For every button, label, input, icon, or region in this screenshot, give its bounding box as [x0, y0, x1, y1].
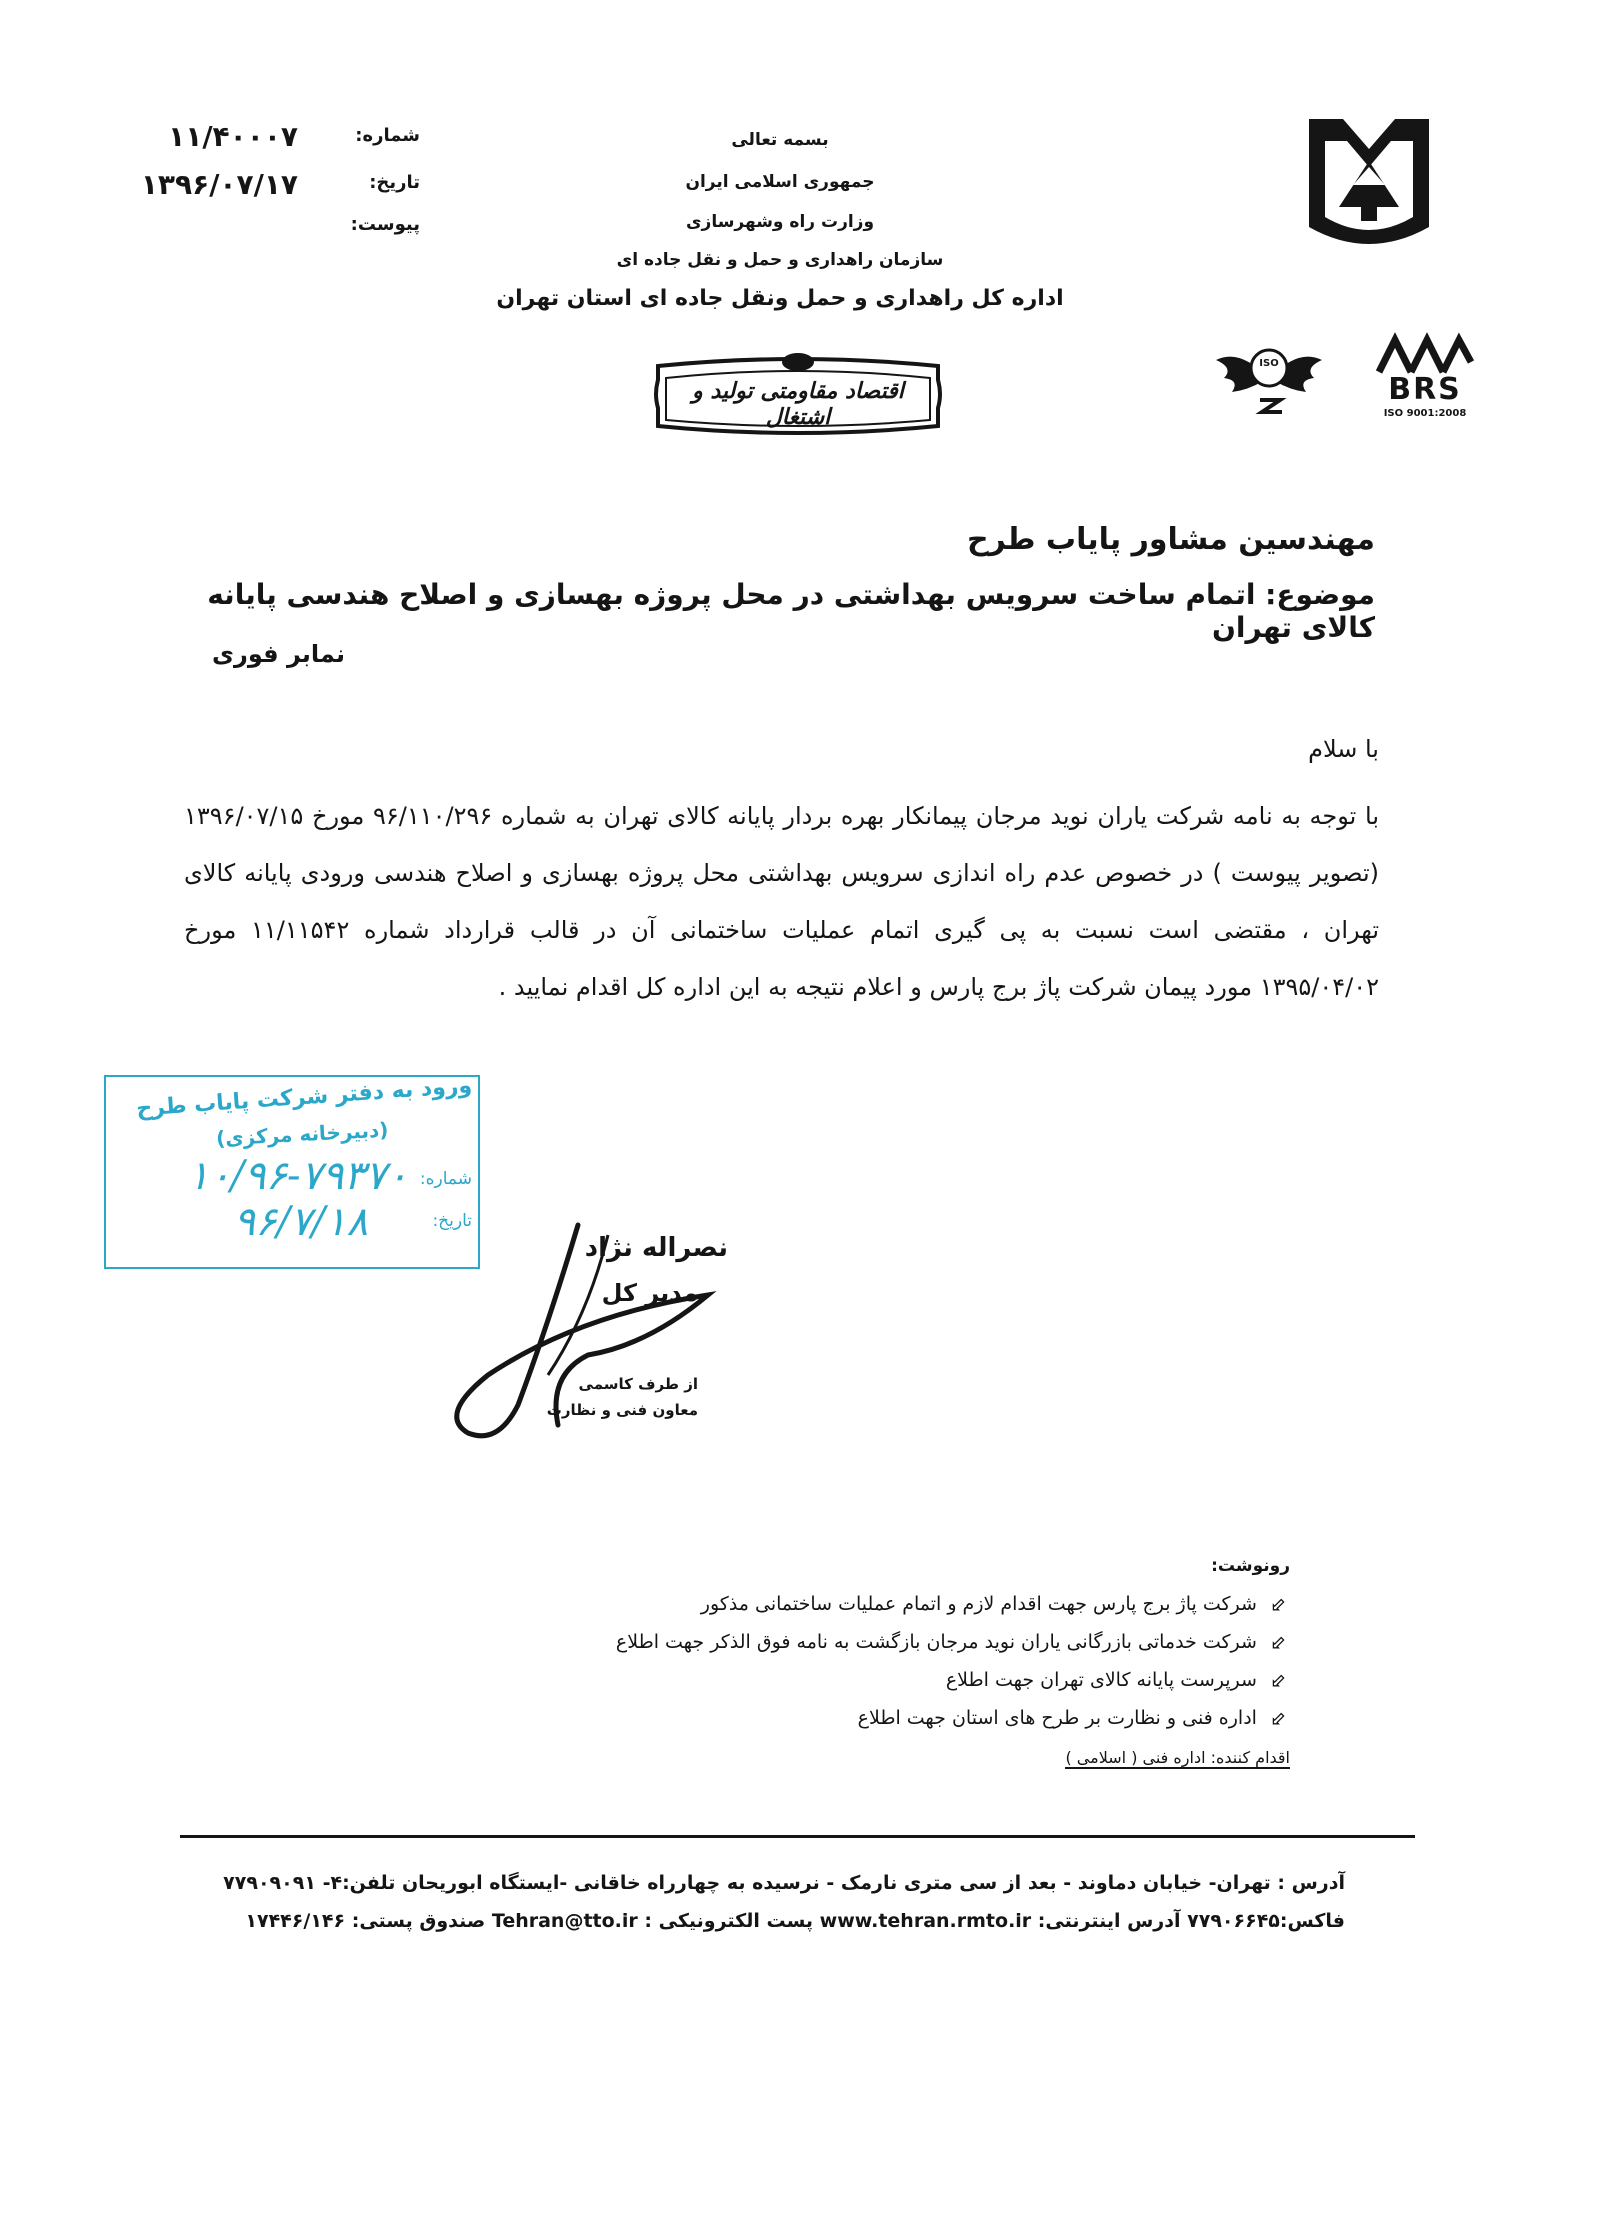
slogan-text: اقتصاد مقاومتی تولید و اشتغال	[692, 378, 904, 430]
recipient: مهندسین مشاور پایاب طرح	[966, 522, 1375, 557]
slogan-banner	[648, 348, 948, 440]
iso-badge	[1210, 338, 1328, 416]
footer-divider	[180, 1835, 1415, 1838]
header-line-ministry: وزارت راه وشهرسازی	[685, 212, 875, 232]
stamp-number-label: شماره:	[419, 1169, 472, 1189]
arrow-icon: ⬃	[1271, 1593, 1287, 1615]
signature-on-behalf: از طرف کاسمی	[578, 1375, 698, 1393]
stamp-title: ورود به دفتر شرکت پایاب طرح	[135, 1073, 473, 1122]
brs-mark-icon	[1375, 332, 1475, 376]
signatory-name: نصراله نژاد	[584, 1233, 728, 1263]
letter-number: ۱۱/۴۰۰۰۷	[168, 120, 298, 153]
list-item: ⬃ اداره فنی و نظارت بر طرح های استان جهت اطلاع	[395, 1707, 1295, 1729]
list-item: ⬃ سرپرست پایانه کالای تهران جهت اطلاع	[395, 1669, 1295, 1691]
ministry-emblem-icon	[1303, 115, 1435, 255]
arrow-icon: ⬃	[1271, 1669, 1287, 1691]
attachment-label: پیوست:	[350, 214, 420, 235]
brs-certificate-logo	[1375, 332, 1475, 422]
iso-cert-label: ISO 9001:2008	[1383, 408, 1467, 419]
ministry-logo	[1303, 115, 1435, 255]
action-by: اقدام کننده: اداره فنی ( اسلامی )	[1065, 1748, 1290, 1767]
department-name: اداره کل راهداری و حمل ونقل جاده ای استان تهران	[496, 286, 1064, 311]
signature-block	[428, 1205, 728, 1455]
subject: موضوع: اتمام ساخت سرویس بهداشتی در محل پروژه بهسازی و اصلاح هندسی پایانه کالای تهران	[207, 578, 1375, 644]
stamp-number: ۱۰/۹۶-۷۹۳۷۰	[187, 1153, 408, 1199]
date-label: تاریخ:	[369, 172, 420, 193]
priority: نمابر فوری	[212, 640, 345, 668]
receipt-stamp	[104, 1075, 480, 1269]
stamp-date: ۹۶/۷/۱۸	[233, 1199, 368, 1245]
header-line-organization: سازمان راهداری و حمل و نقل جاده ای	[616, 250, 944, 270]
stamp-date-label: تاریخ:	[432, 1211, 472, 1231]
signature-deputy: معاون فنی و نظارت	[546, 1401, 698, 1419]
basmala: بسمه تعالی	[731, 130, 829, 150]
brs-label: BRS	[1388, 372, 1462, 407]
letter-date: ۱۳۹۶/۰۷/۱۷	[140, 168, 298, 201]
iso-wings-icon	[1210, 338, 1328, 416]
signatory-title: مدیر کل	[601, 1279, 698, 1307]
iso-badge-label: ISO	[1259, 358, 1279, 369]
cc-label: رونوشت:	[1211, 1556, 1290, 1576]
arrow-icon: ⬃	[1271, 1631, 1287, 1653]
letter-body: با توجه به نامه شرکت یاران نوید مرجان پیمانکار بهره بردار پایانه کالای تهران به شماره ۹۶/۱۱۰/۲۹۶ مورخ ۱۳۹۶/۰۷/۱۵ (تصویر پیوست ) در خصوص عدم راه اندازی سرویس بهداشتی محل پروژه بهسازی و اصلاح هندسی ورودی پایانه کالای تهران ، مقتضی است نسبت به پی گیری اتمام عملیات ساختمانی آن در قالب قرارداد شماره ۱۱/۱۱۵۴۲ مورخ ۱۳۹۵/۰۴/۰۲ مورد پیمان شرکت پاژ برج پارس و اعلام نتیجه به این اداره کل اقدام نمایید .	[184, 802, 1380, 1001]
footer-contact: فاکس:۷۷۹۰۶۶۴۵ آدرس اینترنتی: www.tehran.rmto.ir پست الکترونیکی : Tehran@tto.ir صندوق پستی: ۱۷۴۴۶/۱۴۶	[245, 1910, 1345, 1932]
header-line-country: جمهوری اسلامی ایران	[685, 172, 875, 192]
list-item: ⬃ شرکت پاژ برج پارس جهت اقدام لازم و اتمام عملیات ساختمانی مذکور	[395, 1593, 1295, 1615]
greeting: با سلام	[1308, 735, 1379, 763]
list-item: ⬃ شرکت خدماتی بازرگانی یاران نوید مرجان بازگشت به نامه فوق الذکر جهت اطلاع	[395, 1631, 1295, 1653]
footer-address: آدرس : تهران- خیابان دماوند - بعد از سی متری نارمک - نرسیده به چهارراه خاقانی -ایستگاه ابوریحان تلفن:۴- ۷۷۹۰۹۰۹۱	[223, 1872, 1345, 1894]
stamp-subtitle: (دبیرخانه مرکزی)	[215, 1117, 389, 1151]
arrow-icon: ⬃	[1271, 1707, 1287, 1729]
number-label: شماره:	[355, 125, 420, 146]
